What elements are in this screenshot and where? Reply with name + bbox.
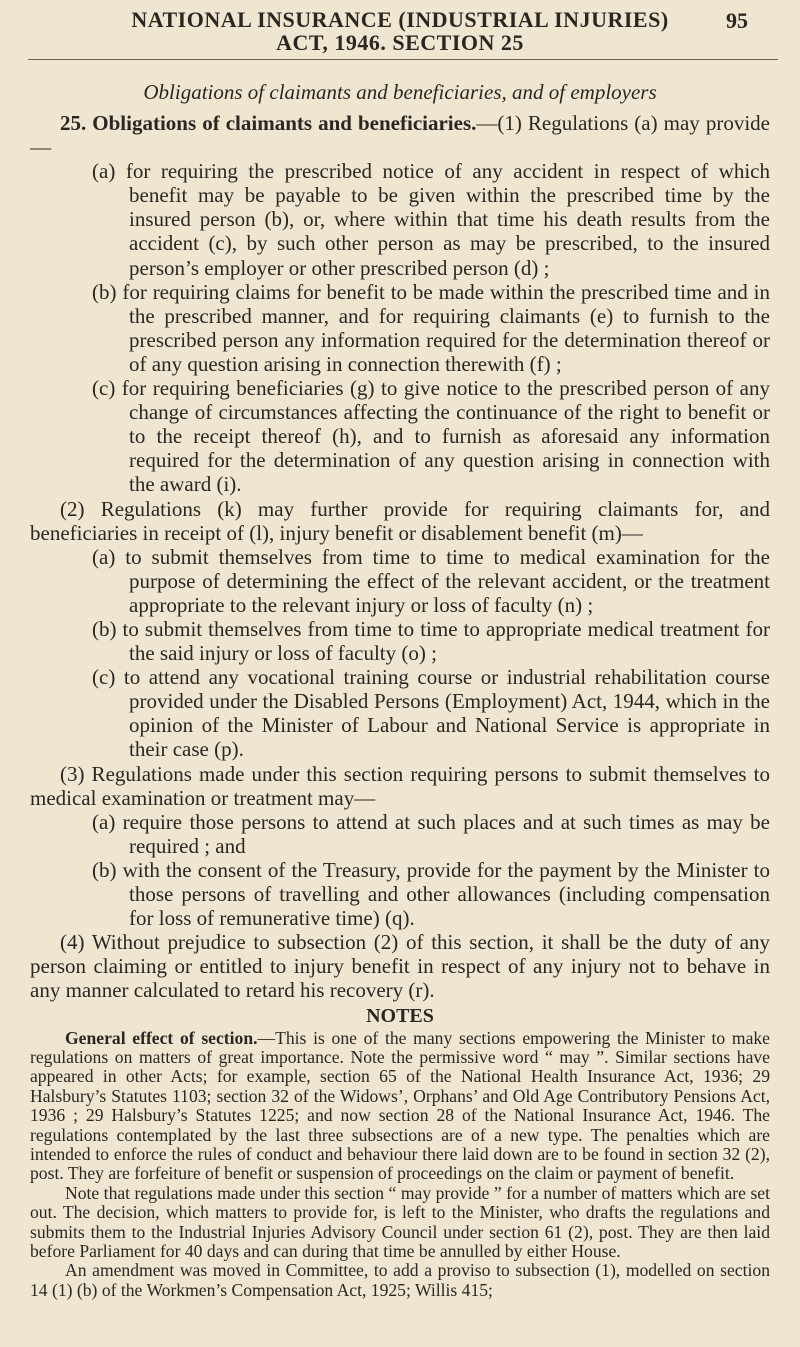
section-heading: 25. Obligations of claimants and beneficiaries. bbox=[60, 111, 477, 135]
notes-paragraph-3: An amendment was moved in Committee, to add a proviso to subsection (1), modelled on section 14 (1) (b) of the Workmen’s Compensation Act, 1925; Willis 415; bbox=[30, 1260, 770, 1300]
notes-paragraph-2: Note that regulations made under this section “ may provide ” for a number of matters which are set out. The decision, which matters to provide for, is left to the Minister, who drafts the regulations and submits them to the Industrial Injuries Advisory Council under section 61 (2), post. They are then laid before Parliament for 40 days and can during that time be annulled by either House. bbox=[30, 1182, 770, 1262]
notes-text-1: —This is one of the many sections empowering the Minister to make regulations on matters of great importance. Note the permissive word “ may ”. Similar sections have appeared in other Acts; for example, section 65 of the National Health Insurance Act, 1936; 29 Halsbury’s Statutes 1103; section 32 of the Widows’, Orphans’ and Old Age Contributory Pensions Act, 1936 ; 29 Halsbury’s Statutes 1225; and now section 28 of the National Insurance Act, 1946. The regulations contemplated by the last three subsections are of a new type. The penalties which are intended to enforce the rules of conduct and behaviour there laid down are to be found in section 32 (2), post. They are forfeiture of benefit or suspension of proceedings on the claim or payment of benefit. bbox=[30, 1027, 770, 1184]
clause-1c: (c) for requiring beneficiaries (g) to give notice to the prescribed person of any change of circumstances affecting the continuance of the right to benefit or to the receipt thereof (h), and to furnish as aforesaid any information required for the determination of any question arising in connection with the award (i). bbox=[92, 376, 770, 497]
clause-1b: (b) for requiring claims for benefit to be made within the prescribed time and in the prescribed manner, and for requiring claimants (e) to furnish to the prescribed person any information required for the determination thereof or of any question arising in connection therewith (f) ; bbox=[92, 279, 770, 376]
subsection-3: (3) Regulations made under this section requiring persons to submit themselves to medical examination or treatment may— bbox=[30, 761, 770, 810]
subsection-2: (2) Regulations (k) may further provide for requiring claimants for, and beneficiaries in receipt of (l), injury benefit or disablement benefit (m)— bbox=[30, 496, 770, 545]
clause-2a: (a) to submit themselves from time to time to medical examination for the purpose of determining the effect of the relevant accident, or the treatment appropriate to the relevant injury or loss of faculty (n) ; bbox=[92, 544, 770, 617]
clause-2b: (b) to submit themselves from time to time to appropriate medical treatment for the said injury or loss of faculty (o) ; bbox=[92, 616, 770, 666]
notes-paragraph-1 bbox=[30, 1029, 770, 1184]
clause-2c: (c) to attend any vocational training course or industrial rehabilitation course provided under the Disabled Persons (Employment) Act, 1944, which in the opinion of the Minister of Labour and National Service is appropriate in their case (p). bbox=[92, 665, 770, 762]
header-rule bbox=[28, 59, 778, 60]
section-intro-text: —(1) Regulations (a) may provide— bbox=[30, 111, 770, 160]
notes-lead: General effect of section. bbox=[65, 1027, 258, 1048]
running-header-line2: ACT, 1946. SECTION 25 bbox=[276, 30, 524, 55]
section-subheading: Obligations of claimants and beneficiaries, and of employers bbox=[143, 80, 657, 104]
running-header-line1: NATIONAL INSURANCE (INDUSTRIAL INJURIES) bbox=[131, 7, 669, 32]
page-number: 95 bbox=[726, 8, 748, 33]
clause-3b: (b) with the consent of the Treasury, provide for the payment by the Minister to those persons of travelling and other allowances (including compensation for loss of remunerative time) (q). bbox=[92, 857, 770, 931]
notes bbox=[30, 1029, 770, 1301]
section-25-intro bbox=[30, 111, 770, 159]
clause-1a: (a) for requiring the prescribed notice of any accident in respect of which benefit may be payable to be given within the prescribed time by the insured person (b), or, where within that time his death results from the accident (c), by such other person as may be prescribed, to the insured person’s employer or other prescribed person (d) ; bbox=[92, 159, 770, 280]
subsection-4: (4) Without prejudice to subsection (2) of this section, it shall be the duty of any person claiming or entitled to injury benefit in respect of any injury not to behave in any manner calculated to retard his recovery (r). bbox=[30, 930, 770, 1003]
clause-3a: (a) require those persons to attend at such places and at such times as may be required ; and bbox=[92, 809, 770, 858]
page-body bbox=[30, 111, 770, 1300]
notes-heading: NOTES bbox=[366, 1005, 434, 1028]
